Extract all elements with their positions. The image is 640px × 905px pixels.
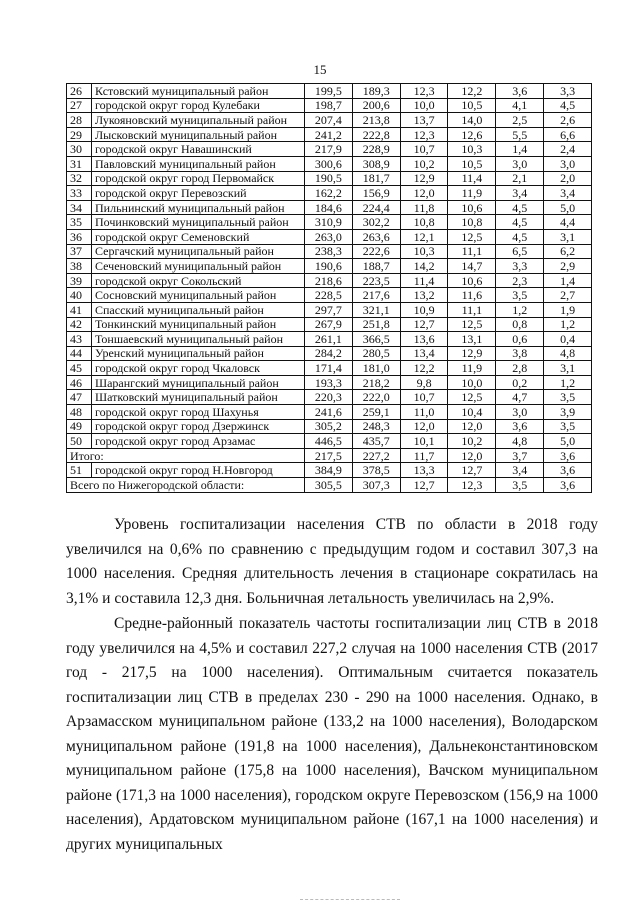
value-cell: 198,7 (305, 98, 353, 113)
value-cell: 305,2 (305, 419, 353, 434)
value-cell: 227,2 (352, 448, 400, 463)
value-cell: 378,5 (352, 463, 400, 478)
value-cell: 12,7 (400, 317, 448, 332)
value-cell: 267,9 (305, 317, 353, 332)
value-cell: 1,2 (544, 375, 592, 390)
table-row (67, 463, 592, 478)
district-name-cell: Тоншаевский муниципальный район (92, 332, 305, 347)
table-row (67, 332, 592, 347)
table-row (67, 186, 592, 201)
paragraph-1 (66, 513, 598, 611)
row-number-cell: 40 (67, 288, 92, 303)
value-cell: 12,0 (400, 419, 448, 434)
footer-divider (300, 899, 400, 901)
value-cell: 3,4 (544, 186, 592, 201)
value-cell: 4,5 (496, 229, 544, 244)
value-cell: 2,7 (544, 288, 592, 303)
row-label-cell: Всего по Нижегородской области: (67, 478, 305, 493)
table-row (67, 127, 592, 142)
row-number-cell: 34 (67, 200, 92, 215)
value-cell: 220,3 (305, 390, 353, 405)
value-cell: 297,7 (305, 302, 353, 317)
value-cell: 3,5 (544, 419, 592, 434)
row-number-cell: 41 (67, 302, 92, 317)
row-number-cell: 49 (67, 419, 92, 434)
row-number-cell: 30 (67, 142, 92, 157)
row-number-cell: 38 (67, 259, 92, 274)
district-name-cell: городской округ город Первомайск (92, 171, 305, 186)
value-cell: 11,1 (448, 244, 496, 259)
value-cell: 13,4 (400, 346, 448, 361)
value-cell: 446,5 (305, 434, 353, 449)
value-cell: 1,2 (496, 302, 544, 317)
district-name-cell: городской округ Перевозский (92, 186, 305, 201)
value-cell: 10,6 (448, 200, 496, 215)
value-cell: 259,1 (352, 405, 400, 420)
value-cell: 238,3 (305, 244, 353, 259)
value-cell: 14,2 (400, 259, 448, 274)
value-cell: 3,4 (496, 463, 544, 478)
value-cell: 3,6 (496, 419, 544, 434)
value-cell: 10,5 (448, 98, 496, 113)
value-cell: 13,1 (448, 332, 496, 347)
value-cell: 13,7 (400, 113, 448, 128)
value-cell: 435,7 (352, 434, 400, 449)
value-cell: 5,0 (544, 200, 592, 215)
value-cell: 190,6 (305, 259, 353, 274)
page-number: 15 (313, 62, 327, 77)
row-number-cell: 29 (67, 127, 92, 142)
value-cell: 12,2 (448, 84, 496, 99)
paragraph-1-text: Уровень госпитализации населения СТВ по области в 2018 году увеличился на 0,6% по сравнению с предыдущим годом и составил 307,3 на 1000 населения. Средняя длительность лечения в стационаре сократилась на 3,1% и составила 12,3 дня. Больничная летальность увеличилась на 2,9%. (66, 516, 598, 607)
row-number-cell: 51 (67, 463, 92, 478)
value-cell: 3,6 (544, 478, 592, 493)
value-cell: 5,5 (496, 127, 544, 142)
row-number-cell: 44 (67, 346, 92, 361)
value-cell: 11,6 (448, 288, 496, 303)
district-name-cell: городской округ город Кулебаки (92, 98, 305, 113)
value-cell: 3,6 (496, 84, 544, 99)
value-cell: 10,8 (448, 215, 496, 230)
district-name-cell: городской округ город Арзамас (92, 434, 305, 449)
table-row (67, 156, 592, 171)
value-cell: 10,0 (400, 98, 448, 113)
value-cell: 14,0 (448, 113, 496, 128)
table-row (67, 390, 592, 405)
value-cell: 156,9 (352, 186, 400, 201)
district-name-cell: Сергачский муниципальный район (92, 244, 305, 259)
table-row (67, 273, 592, 288)
value-cell: 3,0 (496, 405, 544, 420)
table-row (67, 478, 592, 493)
row-label-cell: Итого: (67, 448, 305, 463)
value-cell: 217,9 (305, 142, 353, 157)
value-cell: 2,5 (496, 113, 544, 128)
value-cell: 14,7 (448, 259, 496, 274)
value-cell: 2,1 (496, 171, 544, 186)
value-cell: 263,0 (305, 229, 353, 244)
table-row (67, 434, 592, 449)
value-cell: 366,5 (352, 332, 400, 347)
row-number-cell: 42 (67, 317, 92, 332)
value-cell: 224,4 (352, 200, 400, 215)
value-cell: 3,1 (544, 361, 592, 376)
row-number-cell: 43 (67, 332, 92, 347)
value-cell: 12,5 (448, 229, 496, 244)
value-cell: 184,6 (305, 200, 353, 215)
value-cell: 3,5 (496, 478, 544, 493)
district-name-cell: городской округ город Дзержинск (92, 419, 305, 434)
value-cell: 13,3 (400, 463, 448, 478)
table-row (67, 244, 592, 259)
value-cell: 228,5 (305, 288, 353, 303)
value-cell: 241,6 (305, 405, 353, 420)
value-cell: 3,9 (544, 405, 592, 420)
value-cell: 10,4 (448, 405, 496, 420)
district-name-cell: Тонкинский муниципальный район (92, 317, 305, 332)
value-cell: 251,8 (352, 317, 400, 332)
district-name-cell: Починковский муниципальный район (92, 215, 305, 230)
row-number-cell: 26 (67, 84, 92, 99)
value-cell: 1,4 (544, 273, 592, 288)
district-name-cell: Павловский муниципальный район (92, 156, 305, 171)
value-cell: 13,2 (400, 288, 448, 303)
value-cell: 302,2 (352, 215, 400, 230)
value-cell: 11,1 (448, 302, 496, 317)
row-number-cell: 50 (67, 434, 92, 449)
value-cell: 11,9 (448, 186, 496, 201)
value-cell: 223,5 (352, 273, 400, 288)
table-row (67, 229, 592, 244)
value-cell: 308,9 (352, 156, 400, 171)
table-row (67, 288, 592, 303)
district-name-cell: городской округ Сокольский (92, 273, 305, 288)
value-cell: 162,2 (305, 186, 353, 201)
value-cell: 3,4 (496, 186, 544, 201)
value-cell: 3,5 (496, 288, 544, 303)
table-row (67, 215, 592, 230)
table-row (67, 142, 592, 157)
district-name-cell: Шарангский муниципальный район (92, 375, 305, 390)
table-row (67, 84, 592, 99)
row-number-cell: 36 (67, 229, 92, 244)
value-cell: 3,0 (544, 156, 592, 171)
value-cell: 11,0 (400, 405, 448, 420)
value-cell: 12,5 (448, 390, 496, 405)
value-cell: 10,5 (448, 156, 496, 171)
table-row (67, 200, 592, 215)
value-cell: 218,6 (305, 273, 353, 288)
row-number-cell: 39 (67, 273, 92, 288)
value-cell: 4,8 (544, 346, 592, 361)
district-name-cell: Сосновский муниципальный район (92, 288, 305, 303)
value-cell: 10,7 (400, 390, 448, 405)
value-cell: 11,7 (400, 448, 448, 463)
table-row (67, 98, 592, 113)
value-cell: 6,6 (544, 127, 592, 142)
row-number-cell: 37 (67, 244, 92, 259)
value-cell: 284,2 (305, 346, 353, 361)
value-cell: 305,5 (305, 478, 353, 493)
district-name-cell: Шатковский муниципальный район (92, 390, 305, 405)
value-cell: 3,6 (544, 463, 592, 478)
table-row (67, 405, 592, 420)
value-cell: 12,3 (448, 478, 496, 493)
row-number-cell: 27 (67, 98, 92, 113)
value-cell: 2,8 (496, 361, 544, 376)
value-cell: 13,6 (400, 332, 448, 347)
value-cell: 12,0 (400, 186, 448, 201)
value-cell: 6,2 (544, 244, 592, 259)
value-cell: 12,2 (400, 361, 448, 376)
district-name-cell: Лукояновский муниципальный район (92, 113, 305, 128)
district-name-cell: Лысковский муниципальный район (92, 127, 305, 142)
district-name-cell: Пильнинский муниципальный район (92, 200, 305, 215)
value-cell: 3,8 (496, 346, 544, 361)
value-cell: 3,1 (544, 229, 592, 244)
value-cell: 217,6 (352, 288, 400, 303)
table-row (67, 361, 592, 376)
district-name-cell: Сеченовский муниципальный район (92, 259, 305, 274)
value-cell: 307,3 (352, 478, 400, 493)
value-cell: 10,2 (400, 156, 448, 171)
value-cell: 10,3 (448, 142, 496, 157)
value-cell: 10,2 (448, 434, 496, 449)
value-cell: 321,1 (352, 302, 400, 317)
value-cell: 0,2 (496, 375, 544, 390)
value-cell: 188,7 (352, 259, 400, 274)
value-cell: 310,9 (305, 215, 353, 230)
value-cell: 3,5 (544, 390, 592, 405)
value-cell: 1,4 (496, 142, 544, 157)
value-cell: 3,3 (544, 84, 592, 99)
district-name-cell: Кстовский муниципальный район (92, 84, 305, 99)
value-cell: 12,9 (400, 171, 448, 186)
table-row (67, 171, 592, 186)
value-cell: 4,8 (496, 434, 544, 449)
value-cell: 190,5 (305, 171, 353, 186)
district-name-cell: Уренский муниципальный район (92, 346, 305, 361)
value-cell: 12,7 (448, 463, 496, 478)
table-row (67, 346, 592, 361)
value-cell: 12,0 (448, 419, 496, 434)
value-cell: 11,9 (448, 361, 496, 376)
value-cell: 218,2 (352, 375, 400, 390)
value-cell: 4,5 (496, 200, 544, 215)
value-cell: 10,8 (400, 215, 448, 230)
value-cell: 263,6 (352, 229, 400, 244)
table-row (67, 317, 592, 332)
value-cell: 384,9 (305, 463, 353, 478)
value-cell: 1,9 (544, 302, 592, 317)
value-cell: 300,6 (305, 156, 353, 171)
value-cell: 189,3 (352, 84, 400, 99)
value-cell: 3,0 (496, 156, 544, 171)
value-cell: 10,9 (400, 302, 448, 317)
value-cell: 222,0 (352, 390, 400, 405)
paragraph-2 (66, 612, 598, 857)
district-name-cell: городской округ город Чкаловск (92, 361, 305, 376)
district-name-cell: городской округ город Шахунья (92, 405, 305, 420)
value-cell: 217,5 (305, 448, 353, 463)
table-row (67, 419, 592, 434)
value-cell: 10,0 (448, 375, 496, 390)
value-cell: 12,6 (448, 127, 496, 142)
district-name-cell: Спасский муниципальный район (92, 302, 305, 317)
value-cell: 12,1 (400, 229, 448, 244)
value-cell: 0,4 (544, 332, 592, 347)
row-number-cell: 46 (67, 375, 92, 390)
value-cell: 280,5 (352, 346, 400, 361)
district-name-cell: городской округ Навашинский (92, 142, 305, 157)
value-cell: 12,7 (400, 478, 448, 493)
paragraph-2-text: Средне-районный показатель частоты госпитализации лиц СТВ в 2018 году увеличился на 4,5% и составил 227,2 случая на 1000 населения СТВ (2017 год - 217,5 на 1000 населения). Оптимальным считается показатель госпитализации лиц СТВ в пределах 230 - 290 на 1000 населения. Однако, в Арзамасском муниципальном районе (133,2 на 1000 населения), Володарском муниципальном районе (191,8 на 1000 населения), Дальнеконстантиновском муниципальном районе (175,8 на 1000 населения), Вачском муниципальном районе (171,3 на 1000 населения), городском округе Перевозском (156,9 на 1000 населения), Ардатовском муниципальном районе (167,1 на 1000 населения) и других муниципальных (66, 615, 598, 853)
value-cell: 3,3 (496, 259, 544, 274)
value-cell: 171,4 (305, 361, 353, 376)
value-cell: 2,4 (544, 142, 592, 157)
row-number-cell: 33 (67, 186, 92, 201)
value-cell: 10,3 (400, 244, 448, 259)
value-cell: 193,3 (305, 375, 353, 390)
value-cell: 10,7 (400, 142, 448, 157)
value-cell: 207,4 (305, 113, 353, 128)
statistics-table (66, 83, 592, 493)
value-cell: 10,1 (400, 434, 448, 449)
value-cell: 11,4 (400, 273, 448, 288)
value-cell: 12,0 (448, 448, 496, 463)
value-cell: 3,6 (544, 448, 592, 463)
row-number-cell: 47 (67, 390, 92, 405)
district-name-cell: городской округ Семеновский (92, 229, 305, 244)
value-cell: 11,4 (448, 171, 496, 186)
value-cell: 2,9 (544, 259, 592, 274)
value-cell: 199,5 (305, 84, 353, 99)
row-number-cell: 32 (67, 171, 92, 186)
table-row (67, 302, 592, 317)
value-cell: 2,0 (544, 171, 592, 186)
value-cell: 222,6 (352, 244, 400, 259)
value-cell: 0,6 (496, 332, 544, 347)
value-cell: 11,8 (400, 200, 448, 215)
district-name-cell: городской округ город Н.Новгород (92, 463, 305, 478)
value-cell: 1,2 (544, 317, 592, 332)
value-cell: 12,5 (448, 317, 496, 332)
table-row (67, 113, 592, 128)
row-number-cell: 35 (67, 215, 92, 230)
value-cell: 181,7 (352, 171, 400, 186)
value-cell: 222,8 (352, 127, 400, 142)
row-number-cell: 45 (67, 361, 92, 376)
value-cell: 4,5 (496, 215, 544, 230)
value-cell: 3,7 (496, 448, 544, 463)
value-cell: 6,5 (496, 244, 544, 259)
table-row (67, 448, 592, 463)
table-row (67, 259, 592, 274)
row-number-cell: 28 (67, 113, 92, 128)
table-row (67, 375, 592, 390)
row-number-cell: 48 (67, 405, 92, 420)
value-cell: 2,3 (496, 273, 544, 288)
value-cell: 12,9 (448, 346, 496, 361)
value-cell: 181,0 (352, 361, 400, 376)
value-cell: 4,5 (544, 98, 592, 113)
value-cell: 12,3 (400, 84, 448, 99)
value-cell: 2,6 (544, 113, 592, 128)
value-cell: 4,1 (496, 98, 544, 113)
row-number-cell: 31 (67, 156, 92, 171)
value-cell: 0,8 (496, 317, 544, 332)
value-cell: 241,2 (305, 127, 353, 142)
value-cell: 213,8 (352, 113, 400, 128)
value-cell: 9,8 (400, 375, 448, 390)
value-cell: 4,7 (496, 390, 544, 405)
value-cell: 248,3 (352, 419, 400, 434)
value-cell: 10,6 (448, 273, 496, 288)
value-cell: 228,9 (352, 142, 400, 157)
value-cell: 261,1 (305, 332, 353, 347)
value-cell: 5,0 (544, 434, 592, 449)
value-cell: 12,3 (400, 127, 448, 142)
value-cell: 4,4 (544, 215, 592, 230)
value-cell: 200,6 (352, 98, 400, 113)
